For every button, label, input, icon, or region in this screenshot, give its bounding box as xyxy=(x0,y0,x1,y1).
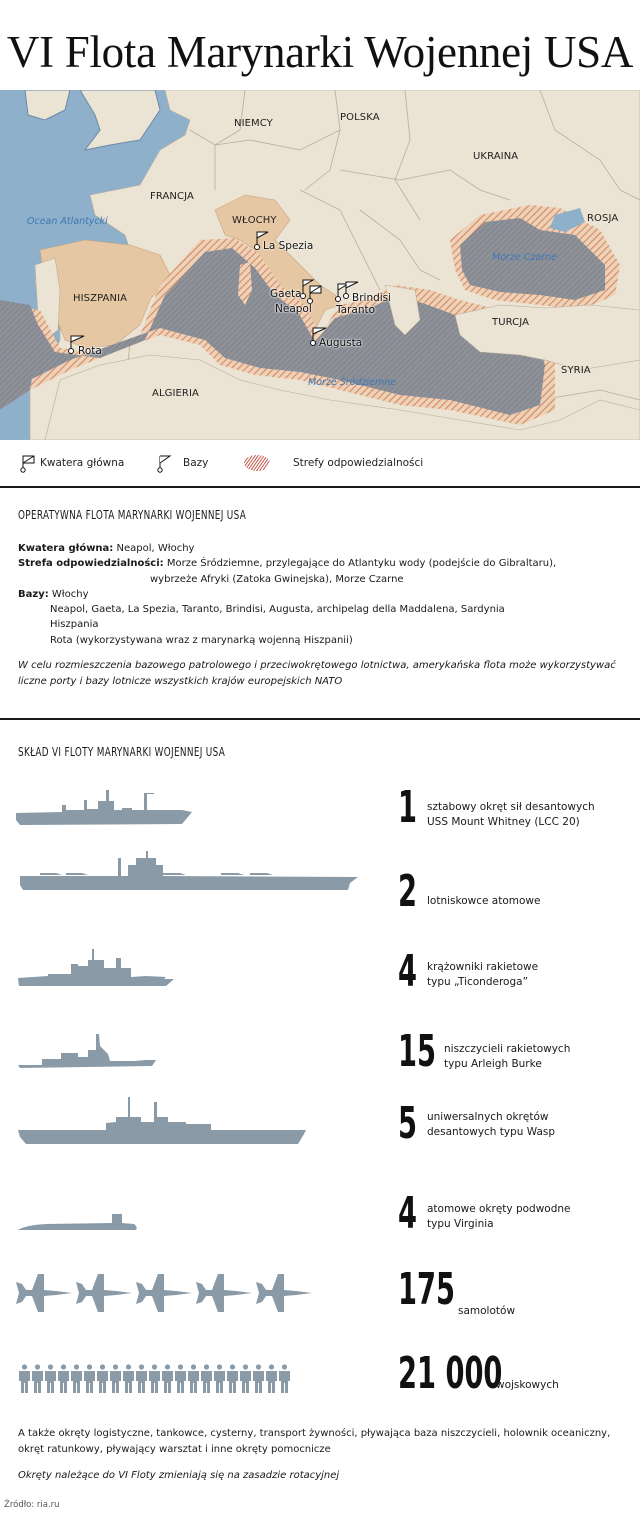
bases-country: Włochy xyxy=(51,588,89,600)
fleet-item xyxy=(0,1348,640,1402)
legend-bases xyxy=(157,453,208,473)
fleet-item xyxy=(0,1188,640,1238)
note-line: A także okręty logistyczne, tankowce, cysterny, transport żywności, pływająca baza niszczycieli, holownik oceaniczny, xyxy=(18,1428,611,1439)
description-line: uniwersalnych okrętów xyxy=(427,1111,549,1123)
bases-list: Rota (wykorzystywana wraz z marynarką wojenną Hiszpanii) xyxy=(50,634,353,646)
country-label: WŁOCHY xyxy=(232,215,277,226)
aircraft-icon xyxy=(16,1272,74,1316)
soldier-icon xyxy=(148,1364,161,1394)
count-number: 1 xyxy=(398,782,417,833)
count-description xyxy=(427,1110,555,1140)
bases-label: Bazy: xyxy=(18,588,49,600)
bases-list: Neapol, Gaeta, La Spezia, Taranto, Brindisi, Augusta, archipelag della Maddalena, Sardynia xyxy=(50,604,505,616)
count-number: 15 xyxy=(398,1026,436,1077)
fleet-item xyxy=(0,1028,640,1078)
soldier-icon xyxy=(109,1364,122,1394)
soldier-icon xyxy=(83,1364,96,1394)
country-label: NIEMCY xyxy=(234,118,273,129)
country-label: UKRAINA xyxy=(473,151,519,162)
soldier-icon xyxy=(213,1364,226,1394)
destroyer-icon xyxy=(16,1028,176,1076)
zone-value: Morze Śródziemne, przylegające do Atlantyku wody (podejście do Gibraltaru), xyxy=(166,558,557,570)
fleet-item xyxy=(0,944,640,1004)
sea-label: Ocean Atlantycki xyxy=(27,216,108,227)
city-label: Augusta xyxy=(319,337,363,349)
sea-label: Morze Śródziemne xyxy=(308,377,397,388)
soldier-icon xyxy=(278,1364,291,1394)
country-label: ALGIERIA xyxy=(152,388,199,399)
zone-row-cont xyxy=(18,572,628,587)
auxiliary-ships-note xyxy=(18,1426,628,1458)
zone-label: Strefa odpowiedzialności: xyxy=(18,558,164,570)
soldier-icon xyxy=(70,1364,83,1394)
description-line: krążowniki rakietowe xyxy=(427,961,539,973)
count-description xyxy=(427,800,595,830)
sea-label: Morze Czarne xyxy=(492,252,557,263)
submarine-icon xyxy=(16,1188,146,1233)
soldier-icon xyxy=(44,1364,57,1394)
city-label: Rota xyxy=(78,345,102,357)
divider xyxy=(0,718,640,720)
legend-headquarters xyxy=(20,453,124,473)
soldier-icon xyxy=(96,1364,109,1394)
count-number: 5 xyxy=(398,1098,417,1149)
description-line: USS Mount Whitney (LCC 20) xyxy=(427,816,580,828)
count-number: 21 000 xyxy=(398,1348,503,1399)
rotation-note: Okręty należące do VI Floty zmieniają się na zasadzie rotacyjnej xyxy=(18,1470,340,1481)
count-description xyxy=(496,1378,559,1393)
description-line: typu Arleigh Burke xyxy=(444,1058,542,1070)
soldier-icon xyxy=(57,1364,70,1394)
country-label: ROSJA xyxy=(587,213,619,224)
count-description xyxy=(458,1304,515,1319)
description-line: typu Virginia xyxy=(427,1218,494,1230)
count-description xyxy=(427,1202,571,1232)
soldier-icons xyxy=(18,1364,291,1394)
description-line: lotniskowce atomowe xyxy=(427,895,541,907)
aircraft-icon xyxy=(196,1272,254,1316)
count-description xyxy=(444,1042,570,1072)
note-line: W celu rozmieszczenia bazowego patrolowego i przeciwokrętowego lotnictwa, amerykańska flota może wykorzystywać xyxy=(18,660,616,671)
country-label: POLSKA xyxy=(340,112,380,123)
map xyxy=(0,90,640,440)
city-markers xyxy=(0,90,640,440)
base-flag-icon xyxy=(157,453,173,473)
headquarters-flag-icon xyxy=(20,453,36,473)
description-line: niszczycieli rakietowych xyxy=(444,1043,571,1055)
legend-zones xyxy=(243,453,423,473)
count-description xyxy=(427,894,540,909)
description-line: samolotów xyxy=(458,1305,516,1317)
legend-headquarters-label: Kwatera główna xyxy=(40,457,125,469)
fleet-item xyxy=(0,1264,640,1328)
source-credit: Źródło: ria.ru xyxy=(4,1500,60,1510)
description-line: desantowych typu Wasp xyxy=(427,1126,556,1138)
aircraft-carrier-icon xyxy=(18,848,368,913)
aircraft-icon xyxy=(256,1272,314,1316)
map-legend xyxy=(0,444,640,480)
soldier-icon xyxy=(174,1364,187,1394)
aircraft-icon xyxy=(136,1272,194,1316)
count-number: 175 xyxy=(398,1264,455,1315)
city-label: Neapol xyxy=(275,303,312,315)
operational-info xyxy=(18,541,628,648)
divider xyxy=(0,486,640,488)
zone-row xyxy=(18,556,628,571)
city-label: Taranto xyxy=(336,304,376,316)
country-label: TURCJA xyxy=(492,317,530,328)
hq-value: Neapol, Włochy xyxy=(116,543,195,554)
legend-zones-label: Strefy odpowiedzialności xyxy=(293,457,424,469)
command-ship-icon xyxy=(14,780,214,835)
soldier-icon xyxy=(226,1364,239,1394)
description-line: wojskowych xyxy=(496,1379,559,1391)
count-description xyxy=(427,960,538,990)
soldier-icon xyxy=(265,1364,278,1394)
fleet-item xyxy=(0,780,640,840)
aircraft-icon xyxy=(76,1272,134,1316)
fleet-item xyxy=(0,848,640,918)
description-line: sztabowy okręt sił desantowych xyxy=(427,801,595,813)
soldier-icon xyxy=(31,1364,44,1394)
soldier-icon xyxy=(252,1364,265,1394)
hatch-zone-icon xyxy=(243,453,275,473)
country-label: FRANCJA xyxy=(150,191,194,202)
operational-note xyxy=(18,658,628,689)
soldier-icon xyxy=(161,1364,174,1394)
note-line: liczne porty i bazy lotnicze wszystkich krajów europejskich NATO xyxy=(18,675,343,687)
soldier-icon xyxy=(239,1364,252,1394)
soldier-icon xyxy=(187,1364,200,1394)
count-number: 2 xyxy=(398,866,417,917)
description-line: typu „Ticonderoga” xyxy=(427,976,529,988)
bases-country: Hiszpania xyxy=(50,619,99,631)
city-label: Gaeta xyxy=(270,288,302,300)
cruiser-icon xyxy=(16,944,196,994)
page-title: VI Flota Marynarki Wojennej USA xyxy=(6,27,634,77)
soldier-icon xyxy=(135,1364,148,1394)
bases-row xyxy=(18,587,628,602)
zone-value-cont: wybrzeże Afryki (Zatoka Gwinejska), Morze Czarne xyxy=(150,573,404,585)
amphibious-ship-icon xyxy=(16,1082,316,1152)
country-label: HISZPANIA xyxy=(73,293,128,304)
city-label: La Spezia xyxy=(263,240,314,252)
soldier-icon xyxy=(122,1364,135,1394)
hq-row xyxy=(18,541,628,556)
hq-label: Kwatera główna: xyxy=(18,543,114,554)
headquarters-flag-icon xyxy=(308,286,322,304)
soldier-icon xyxy=(18,1364,31,1394)
description-line: atomowe okręty podwodne xyxy=(427,1203,571,1215)
legend-bases-label: Bazy xyxy=(183,457,209,469)
soldier-icon xyxy=(200,1364,213,1394)
fleet-item xyxy=(0,1082,640,1152)
count-number: 4 xyxy=(398,1188,417,1239)
section-heading-composition: SKŁAD VI FLOTY MARYNARKI WOJENNEJ USA xyxy=(18,745,226,759)
section-heading-operational: OPERATYWNA FLOTA MARYNARKI WOJENNEJ USA xyxy=(18,508,247,522)
note-line: okręt ratunkowy, pływający warsztat i inne okręty pomocnicze xyxy=(18,1444,331,1455)
count-number: 4 xyxy=(398,946,417,997)
city-label: Brindisi xyxy=(352,292,392,304)
country-label: SYRIA xyxy=(561,365,591,376)
